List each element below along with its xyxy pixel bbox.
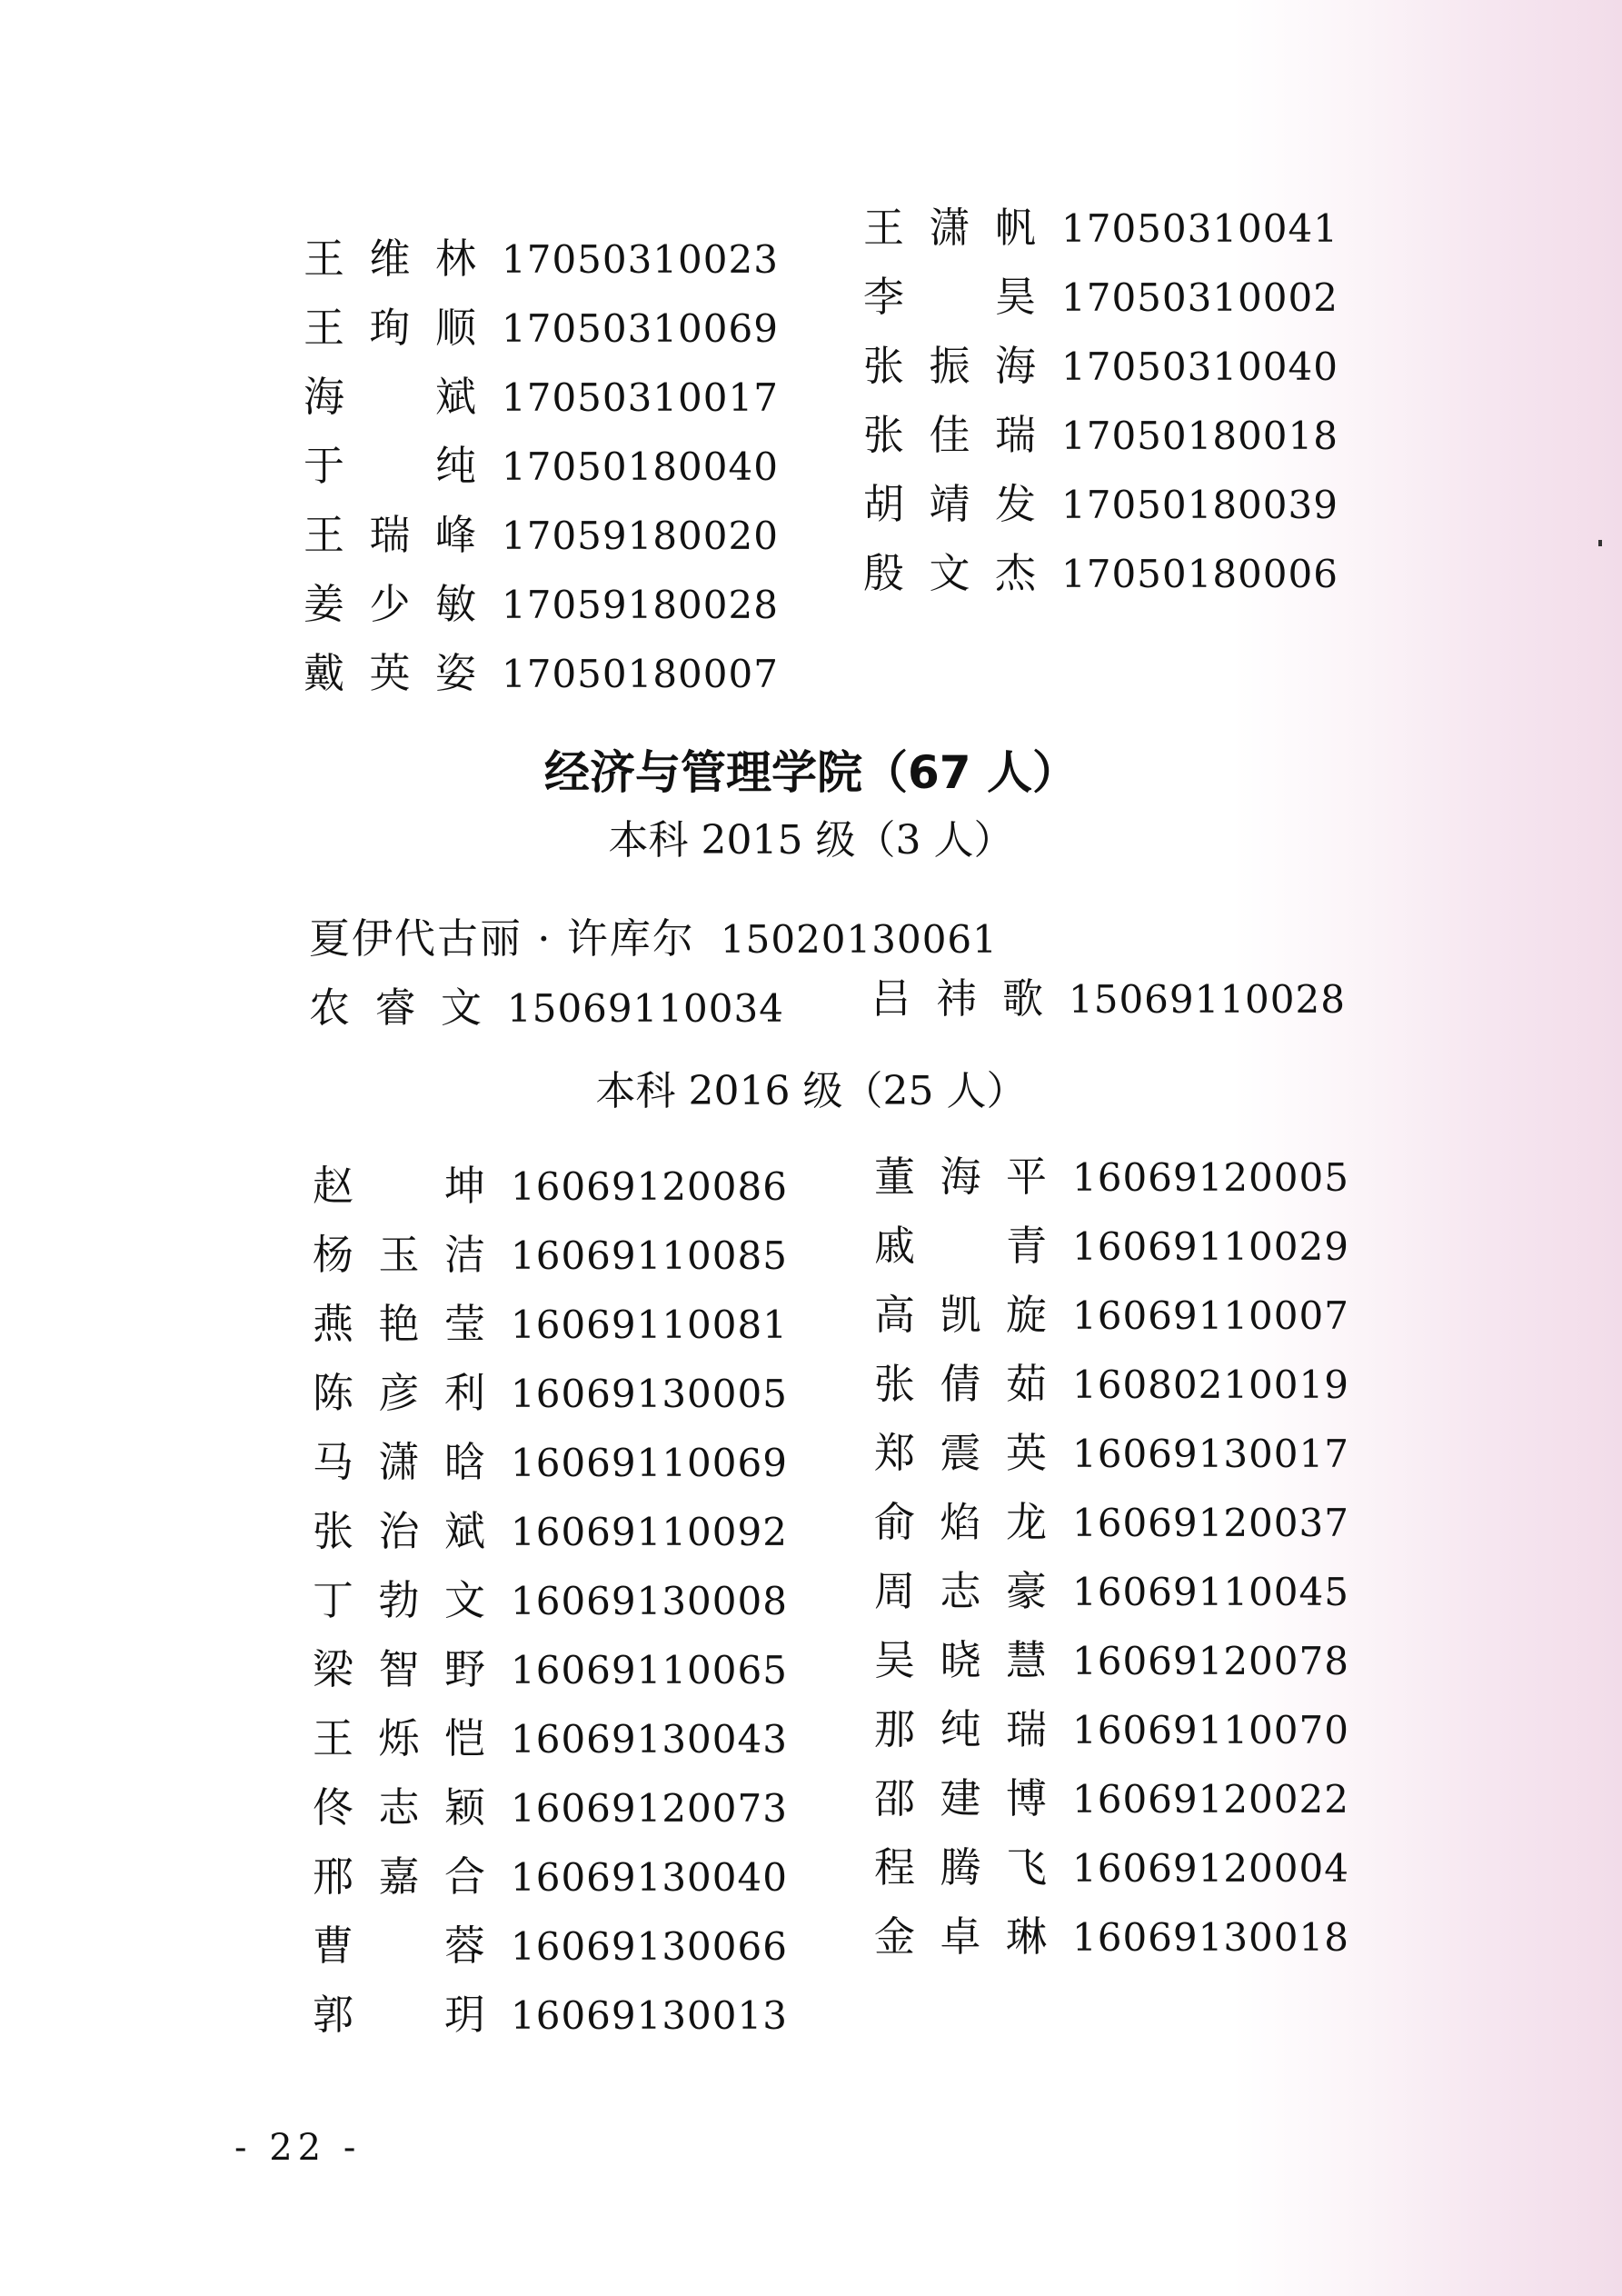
name-char: 平: [1005, 1153, 1047, 1201]
list-item: [309, 974, 784, 1043]
list-item: [863, 195, 1338, 264]
student-id: 16069110065: [511, 1648, 788, 1692]
name-char: 合: [443, 1852, 485, 1901]
list-item: [874, 1696, 1349, 1765]
list-item: [874, 1213, 1349, 1282]
name-char: 殷: [863, 549, 905, 597]
list-item: [304, 571, 779, 640]
student-id: 16069130040: [511, 1855, 788, 1900]
name-char: 金: [874, 1912, 916, 1961]
name-char: 陈: [313, 1369, 354, 1417]
name-char: 维: [369, 235, 411, 283]
list-item: [304, 502, 779, 571]
name-char: 志: [940, 1567, 981, 1615]
name-char: 振: [929, 342, 970, 390]
student-id: 16069120073: [511, 1786, 788, 1831]
grade-2015-right-column: [871, 965, 1346, 1034]
name-char: 敏: [434, 580, 476, 628]
name-char: 靖: [929, 480, 970, 528]
name-char: 歌: [1001, 974, 1043, 1023]
student-id: 17050180007: [502, 652, 779, 696]
prev-section-right-column: [863, 195, 1338, 609]
name-char: 赵: [313, 1162, 354, 1210]
student-name: [304, 571, 476, 630]
list-item: [874, 1765, 1349, 1834]
grade-2016-right-column: [874, 1143, 1349, 1972]
name-char: 文: [440, 983, 482, 1032]
list-item: [863, 402, 1338, 471]
name-char: 志: [378, 1783, 420, 1832]
name-char: 邵: [874, 1774, 916, 1822]
student-id: 16069130005: [511, 1372, 788, 1416]
name-char: 佳: [929, 411, 970, 459]
list-item: [863, 540, 1338, 609]
student-name: [313, 1636, 485, 1695]
name-char: 慧: [1005, 1636, 1047, 1684]
student-name: [304, 364, 476, 423]
list-item: [874, 1627, 1349, 1696]
student-id: 17059180028: [502, 583, 779, 627]
list-item: [313, 1291, 788, 1360]
name-char: 豪: [1005, 1567, 1047, 1615]
name-char: 张: [863, 411, 905, 459]
name-char: 艳: [378, 1300, 420, 1348]
name-char: 张: [874, 1360, 916, 1408]
name-char: 于: [304, 442, 345, 490]
student-name: [874, 1903, 1047, 1962]
name-char: 博: [1005, 1774, 1047, 1822]
name-char: 海: [994, 342, 1036, 390]
list-item: [313, 1982, 788, 2051]
name-char: 郑: [874, 1429, 916, 1477]
student-id: 17050310023: [502, 237, 779, 282]
list-item: [304, 225, 779, 294]
student-name: [313, 1498, 485, 1557]
student-id: 16080210019: [1072, 1363, 1349, 1407]
student-id: 16069110007: [1072, 1293, 1349, 1338]
student-id: 16069120037: [1072, 1501, 1349, 1545]
name-char: 梁: [313, 1645, 354, 1693]
name-char: 凯: [940, 1291, 981, 1339]
student-name: [874, 1627, 1047, 1686]
name-char: 青: [1005, 1222, 1047, 1270]
name-char: 张: [863, 342, 905, 390]
student-name: [874, 1351, 1047, 1410]
student-name: [874, 1213, 1047, 1272]
name-char: 昊: [994, 273, 1036, 321]
name-char: 茹: [1005, 1360, 1047, 1408]
name-char: 卓: [940, 1912, 981, 1961]
list-item: [313, 1429, 788, 1498]
student-id: 17050310002: [1061, 275, 1338, 320]
student-name: [313, 1360, 485, 1419]
name-char: 瑞: [994, 411, 1036, 459]
name-char: 智: [378, 1645, 420, 1693]
name-char: 英: [369, 649, 411, 697]
name-char: 杨: [313, 1231, 354, 1279]
student-id: 16069110029: [1072, 1224, 1349, 1269]
name-char: 文: [443, 1576, 485, 1624]
student-name: [863, 540, 1036, 599]
name-char: 坤: [443, 1162, 485, 1210]
student-name: [874, 1489, 1047, 1548]
student-name: [874, 1834, 1047, 1893]
student-name: [874, 1143, 1047, 1203]
name-char: 纯: [434, 442, 476, 490]
name-char: 蓉: [443, 1922, 485, 1970]
name-char: 嘉: [378, 1852, 420, 1901]
list-item: [863, 333, 1338, 402]
list-item: [874, 1143, 1349, 1213]
name-char: 海: [940, 1153, 981, 1201]
name-char: 烁: [378, 1714, 420, 1762]
student-name: [309, 974, 482, 1033]
name-char: 勃: [378, 1576, 420, 1624]
name-char: 佟: [313, 1783, 354, 1832]
student-id: 16069120005: [1072, 1155, 1349, 1200]
name-char: 周: [874, 1567, 916, 1615]
name-char: 海: [304, 373, 345, 421]
student-name: [863, 471, 1036, 530]
name-char: 发: [994, 480, 1036, 528]
student-id: 17059180020: [502, 514, 779, 558]
name-char: 潇: [929, 204, 970, 252]
name-char: 王: [313, 1714, 354, 1762]
name-char: 郭: [313, 1991, 354, 2039]
name-char: 建: [940, 1774, 981, 1822]
student-name: [874, 1282, 1047, 1341]
name-char: 洁: [443, 1231, 485, 1279]
name-char: 王: [304, 304, 345, 352]
name-char: 玉: [378, 1231, 420, 1279]
student-id: 16069110045: [1072, 1570, 1349, 1614]
name-char: 琳: [1005, 1912, 1047, 1961]
student-name: [863, 402, 1036, 461]
name-char: 王: [863, 204, 905, 252]
student-name: [304, 433, 476, 492]
name-char: 姿: [434, 649, 476, 697]
student-id: 16069120022: [1072, 1777, 1349, 1822]
student-name: [871, 965, 1043, 1024]
list-item: [871, 965, 1346, 1034]
list-item: [313, 1843, 788, 1912]
name-char: 恺: [443, 1714, 485, 1762]
name-char: 胡: [863, 480, 905, 528]
list-item: [304, 640, 779, 709]
name-char: 丁: [313, 1576, 354, 1624]
name-char: 王: [304, 511, 345, 559]
name-char: 震: [940, 1429, 981, 1477]
college-title: 经济与管理学院（67 人）: [544, 746, 1078, 799]
student-id: 16069110081: [511, 1303, 788, 1347]
name-char: 晗: [443, 1438, 485, 1486]
name-char: 龙: [1005, 1498, 1047, 1546]
name-char: 邢: [313, 1852, 354, 1901]
name-char: 腾: [940, 1843, 981, 1892]
name-char: 晓: [940, 1636, 981, 1684]
list-item: [313, 1636, 788, 1705]
student-name: [313, 1705, 485, 1764]
name-char: 杰: [994, 549, 1036, 597]
name-char: 农: [309, 983, 351, 1032]
list-item: [304, 433, 779, 502]
name-char: 李: [863, 273, 905, 321]
name-char: 潇: [378, 1438, 420, 1486]
name-char: 焰: [940, 1498, 981, 1546]
name-char: 少: [369, 580, 411, 628]
grade-2015-title: 本科 2015 级（3 人）: [608, 817, 1014, 863]
name-char: 治: [378, 1507, 420, 1555]
name-char: 纯: [940, 1705, 981, 1753]
list-item: [874, 1558, 1349, 1627]
student-id: 17050180006: [1061, 552, 1338, 596]
student-name: [313, 1153, 485, 1212]
student-name: [304, 640, 476, 699]
name-char: 张: [313, 1507, 354, 1555]
name-char: 戴: [304, 649, 345, 697]
list-item: [313, 1498, 788, 1567]
name-char: 珣: [369, 304, 411, 352]
student-id: 16069120078: [1072, 1639, 1349, 1683]
name-char: 倩: [940, 1360, 981, 1408]
list-item: [874, 1351, 1349, 1420]
list-item: [874, 1903, 1349, 1972]
grade-2016-left-column: [313, 1153, 788, 2051]
name-char: 程: [874, 1843, 916, 1892]
list-item: [313, 1360, 788, 1429]
student-id: 16069120086: [511, 1164, 788, 1209]
student-id: 16069110092: [511, 1510, 788, 1554]
name-char: 董: [874, 1153, 916, 1201]
student-id: 16069110069: [511, 1441, 788, 1485]
student-name: [874, 1765, 1047, 1824]
student-name: [874, 1558, 1047, 1617]
list-item: [304, 364, 779, 433]
student-id: 17050180040: [502, 444, 779, 489]
name-char: 玥: [443, 1991, 485, 2039]
grade-2015-left-column: [309, 974, 784, 1043]
student-name: [313, 1843, 485, 1902]
list-item: [304, 294, 779, 364]
scan-speck: [1598, 540, 1602, 546]
list-item: [313, 1774, 788, 1843]
list-item: [313, 1912, 788, 1982]
student-name: [304, 502, 476, 561]
name-char: 峰: [434, 511, 476, 559]
name-char: 瑞: [369, 511, 411, 559]
student-name: [313, 1982, 485, 2041]
name-char: 飞: [1005, 1843, 1047, 1892]
student-name: [874, 1420, 1047, 1479]
student-id: 16069110070: [1072, 1708, 1349, 1752]
name-char: 戚: [874, 1222, 916, 1270]
list-item: [874, 1282, 1349, 1351]
student-id: 16069130013: [511, 1993, 788, 2038]
list-item: [874, 1489, 1349, 1558]
student-name: [304, 225, 476, 285]
student-id: 17050310040: [1061, 344, 1338, 389]
student-id: 16069120004: [1072, 1846, 1349, 1891]
name-char: 彦: [378, 1369, 420, 1417]
list-item: [863, 471, 1338, 540]
student-id: 16069130017: [1072, 1432, 1349, 1476]
student-id: 17050180018: [1061, 414, 1338, 458]
name-char: 曹: [313, 1922, 354, 1970]
student-id: 17050310017: [502, 375, 779, 420]
grade-2015-wide-entry: [309, 905, 998, 974]
student-id: 15069110028: [1069, 977, 1346, 1022]
student-id: 16069130066: [511, 1924, 788, 1969]
name-char: 燕: [313, 1300, 354, 1348]
student-name: [863, 195, 1036, 254]
name-char: 颖: [443, 1783, 485, 1832]
list-item: [313, 1153, 788, 1222]
list-item: [313, 1705, 788, 1774]
prev-section-left-column: [304, 225, 779, 709]
name-char: 祎: [936, 974, 978, 1023]
student-id: 17050180039: [1061, 483, 1338, 527]
name-char: 顺: [434, 304, 476, 352]
name-char: 斌: [434, 373, 476, 421]
student-name: [313, 1429, 485, 1488]
student-name: [313, 1222, 485, 1281]
student-name: [313, 1567, 485, 1626]
student-id: 16069130043: [511, 1717, 788, 1762]
list-item: [313, 1222, 788, 1291]
name-char: 睿: [374, 983, 416, 1032]
name-char: 帆: [994, 204, 1036, 252]
list-item: [313, 1567, 788, 1636]
student-name: [313, 1774, 485, 1833]
name-char: 旋: [1005, 1291, 1047, 1339]
student-id: 16069130008: [511, 1579, 788, 1623]
student-id: 17050310069: [502, 306, 779, 351]
student-id: 16069130018: [1072, 1915, 1349, 1960]
name-char: 利: [443, 1369, 485, 1417]
student-id: 15069110034: [507, 986, 784, 1031]
student-name: [863, 264, 1036, 323]
list-item: [309, 905, 998, 974]
student-name: [874, 1696, 1047, 1755]
name-char: 高: [874, 1291, 916, 1339]
name-char: 俞: [874, 1498, 916, 1546]
name-char: 瑞: [1005, 1705, 1047, 1753]
student-name: [313, 1912, 485, 1972]
name-char: 斌: [443, 1507, 485, 1555]
list-item: [874, 1834, 1349, 1903]
name-char: 吴: [874, 1636, 916, 1684]
name-char: 野: [443, 1645, 485, 1693]
name-char: 那: [874, 1705, 916, 1753]
name-char: 林: [434, 235, 476, 283]
name-char: 姜: [304, 580, 345, 628]
list-item: [874, 1420, 1349, 1489]
name-char: 吕: [871, 974, 912, 1023]
name-char: 王: [304, 235, 345, 283]
student-id: 15020130061: [720, 917, 998, 962]
page-number: - 22 -: [234, 2127, 362, 2169]
name-char: 英: [1005, 1429, 1047, 1477]
student-name: [304, 294, 476, 354]
name-char: 马: [313, 1438, 354, 1486]
name-char: 文: [929, 549, 970, 597]
student-name: 夏伊代古丽 · 许库尔: [309, 914, 695, 963]
student-id: 17050310041: [1061, 206, 1338, 251]
student-name: [863, 333, 1036, 392]
list-item: [863, 264, 1338, 333]
student-id: 16069110085: [511, 1233, 788, 1278]
name-char: 莹: [443, 1300, 485, 1348]
grade-2016-title: 本科 2016 级（25 人）: [595, 1068, 1027, 1114]
student-name: [313, 1291, 485, 1350]
